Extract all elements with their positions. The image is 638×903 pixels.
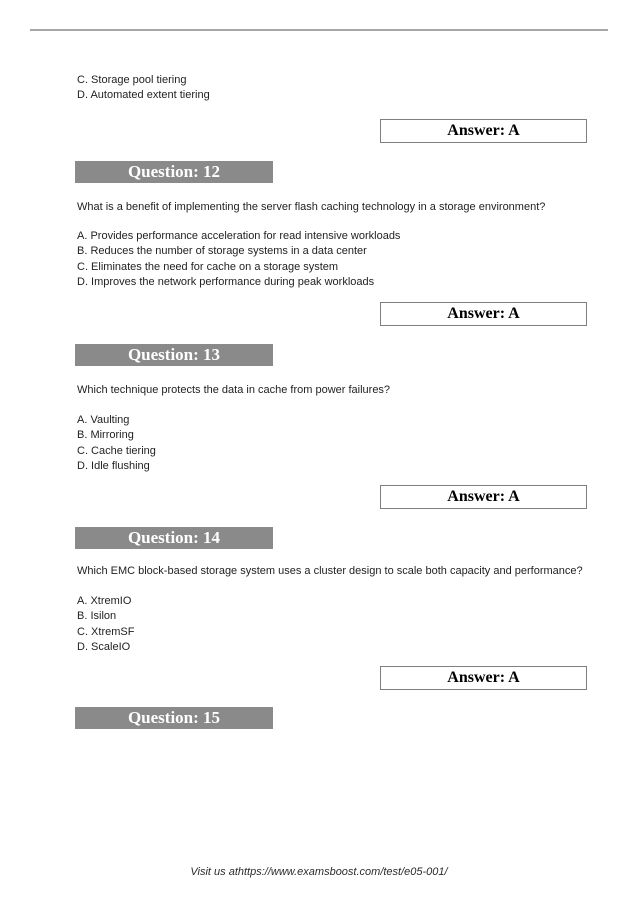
- question-13-options: [77, 413, 156, 474]
- question-title: Question: 14: [127, 528, 221, 547]
- answer-option: C. XtremSF: [77, 625, 135, 638]
- question-12-header: [75, 161, 273, 183]
- question-14-options: [77, 594, 134, 655]
- answer-label: Answer: A: [447, 305, 520, 322]
- answer-option: B. Mirroring: [77, 429, 134, 442]
- question-14-header: [75, 527, 273, 549]
- previous-question-options: [77, 73, 210, 104]
- question-title: Question: 12: [127, 162, 221, 181]
- answer-option: D. Improves the network performance during peak workloads: [77, 275, 375, 288]
- answer-label: Answer: A: [447, 122, 520, 139]
- answer-option: A. Vaulting: [77, 414, 130, 426]
- question-12-text: What is a benefit of implementing the server flash caching technology in a storage environment?: [77, 201, 546, 213]
- answer-box: [380, 666, 587, 690]
- answer-label: Answer: A: [447, 488, 520, 505]
- answer-box: [380, 302, 587, 326]
- answer-option: D. ScaleIO: [77, 640, 131, 653]
- question-15-header: [75, 707, 273, 729]
- question-13-header: [75, 344, 273, 366]
- answer-label: Answer: A: [447, 669, 520, 686]
- question-title: Question: 13: [127, 345, 221, 364]
- question-title: Question: 15: [127, 708, 221, 727]
- answer-option: B. Isilon: [77, 610, 117, 623]
- answer-box: [380, 119, 587, 143]
- answer-option: D. Automated extent tiering: [77, 89, 210, 102]
- answer-option: A. Provides performance acceleration for read intensive workloads: [77, 230, 401, 242]
- answer-option: C. Storage pool tiering: [77, 74, 187, 86]
- question-14-text: Which EMC block-based storage system uses a cluster design to scale both capacity and performance?: [77, 565, 583, 577]
- footer-link[interactable]: Visit us athttps://www.examsboost.com/test/e05-001/: [190, 866, 448, 878]
- answer-option: C. Eliminates the need for cache on a storage system: [77, 260, 339, 273]
- question-13-text: Which technique protects the data in cache from power failures?: [77, 384, 391, 396]
- answer-option: D. Idle flushing: [77, 459, 150, 472]
- page-footer: [0, 866, 638, 878]
- answer-box: [380, 485, 587, 509]
- answer-option: B. Reduces the number of storage systems in a data center: [77, 245, 367, 258]
- answer-option: A. XtremIO: [77, 595, 132, 607]
- answer-option: C. Cache tiering: [77, 444, 156, 457]
- header-divider: [30, 29, 608, 31]
- question-12-options: [77, 229, 400, 290]
